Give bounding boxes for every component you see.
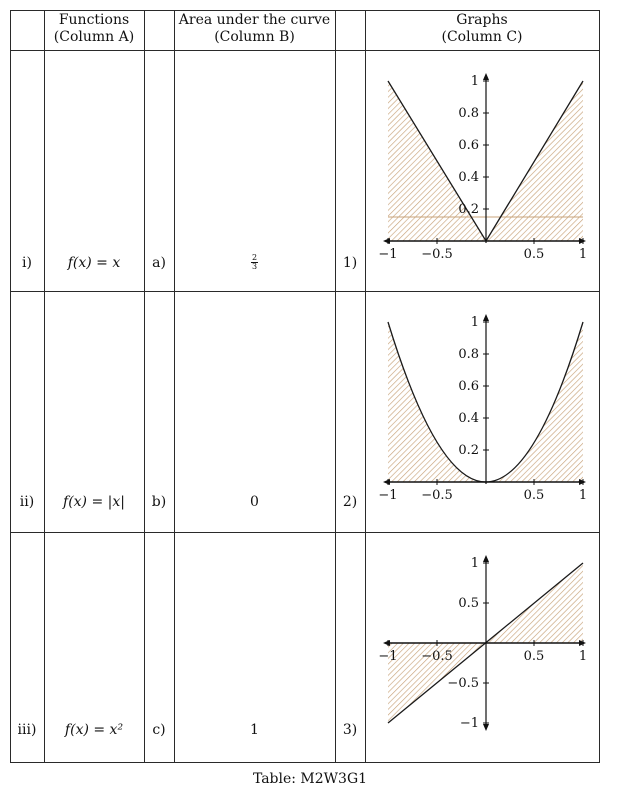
x-tick-label: 1 [578,488,588,503]
area-fraction [251,254,258,271]
y-tick-label: 0.4 [458,411,479,426]
row-3-function: f(x) = x² [64,722,124,738]
y-tick-label: 1 [470,74,479,89]
y-tick-label: 0.2 [458,202,479,217]
graph-abs [366,51,599,291]
row-2-graph-number: 2) [342,494,358,510]
y-tick-label: −1 [459,716,479,731]
y-tick-label: 1 [470,556,479,571]
header-column-c [365,12,599,46]
area-numerator: 2 [251,253,258,262]
x-tick-label: 1 [578,649,588,664]
header-column-b [174,12,335,46]
header-column-a [44,12,144,46]
row-3-area: 1 [250,722,259,738]
row-3-roman: iii) [17,722,37,738]
y-tick-label: 0.5 [458,596,479,611]
x-tick-label: −0.5 [421,649,453,664]
x-tick-label: −1 [378,649,398,664]
x-tick-label: −1 [378,247,398,262]
y-tick-label: 0.8 [458,347,479,362]
y-tick-label: 0.2 [458,443,479,458]
row-2-function: f(x) = |x| [63,494,125,510]
y-tick-label: −0.5 [447,676,479,691]
header-column-b-sub: (Column B) [214,29,295,45]
row-1-function: f(x) = x [67,255,121,271]
y-tick-label: 0.8 [458,106,479,121]
x-tick-label: 0.5 [523,247,545,262]
row-3-graph-number: 3) [342,722,358,738]
x-tick-label: 1 [578,247,588,262]
row-1-letter: a) [152,255,166,271]
x-tick-label: 0.5 [523,649,545,664]
y-tick-label: 0.6 [458,138,479,153]
x-tick-label: −0.5 [421,247,453,262]
row-1-roman: i) [22,255,32,271]
header-column-c-sub: (Column C) [441,29,523,45]
header-column-a-title: Functions [58,12,130,28]
row-2-letter: b) [151,494,167,510]
y-tick-label: 0.4 [458,170,479,185]
row-1-graph-number: 1) [342,255,358,271]
table-caption: Table: M2W3G1 [252,771,368,787]
row-1-area [174,254,335,272]
graph-identity [366,533,599,762]
header-column-a-sub: (Column A) [53,29,135,45]
x-tick-label: −1 [378,488,398,503]
row-2-area: 0 [250,494,259,510]
y-tick-label: 0.6 [458,379,479,394]
graph-square [366,292,599,532]
x-tick-label: −0.5 [421,488,453,503]
header-column-c-title: Graphs [456,12,508,28]
header-column-b-title: Area under the curve [178,12,331,28]
x-tick-label: 0.5 [523,488,545,503]
area-denominator: 3 [251,262,258,271]
row-2-roman: ii) [19,494,35,510]
y-tick-label: 1 [470,315,479,330]
row-3-letter: c) [152,722,166,738]
